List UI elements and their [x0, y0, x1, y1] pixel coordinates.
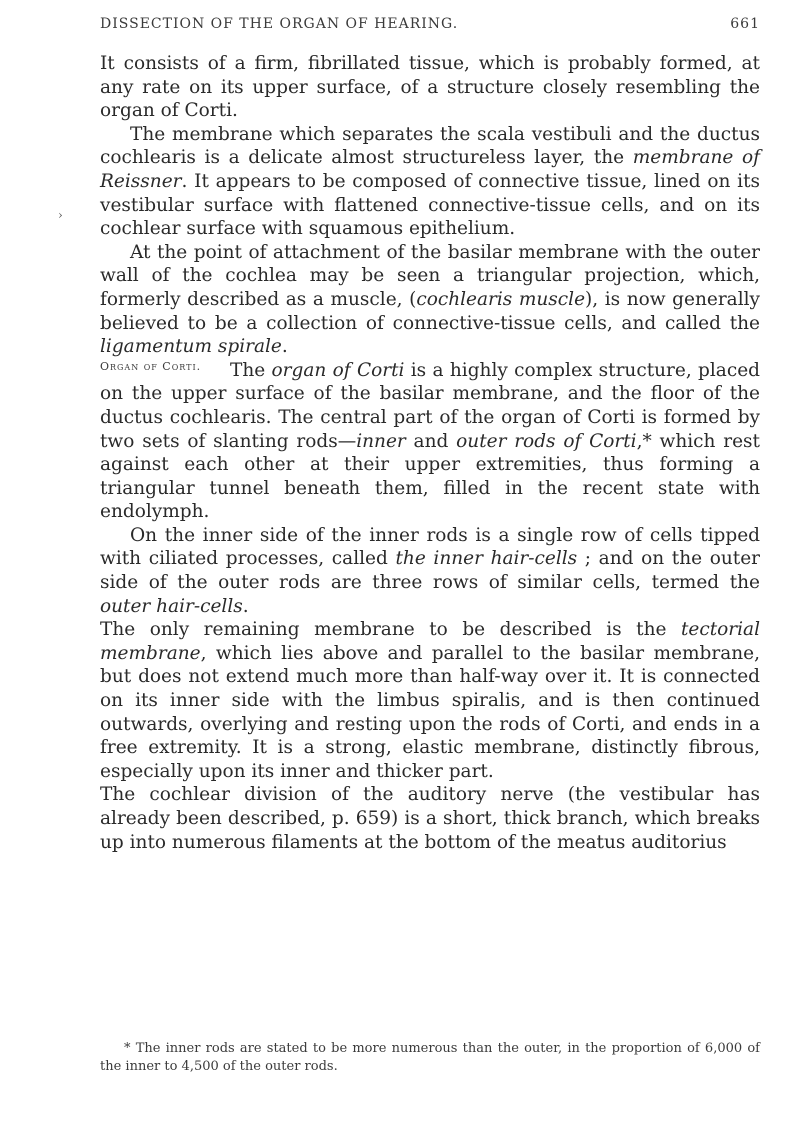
paragraph-1: It consists of a firm, fibrillated tissue, which is probably formed, at any rate on its upper surface, of a structure closely resembling the organ of Corti. [100, 53, 760, 122]
term-outer-hair-cells: outer hair-cells [100, 595, 243, 617]
term-inner: inner [356, 430, 406, 452]
term-organ-of-corti: organ of Corti [271, 359, 405, 381]
footnote [100, 1040, 760, 1076]
term-cochlearis-muscle: cochlearis muscle [416, 288, 586, 310]
running-title: DISSECTION OF THE ORGAN OF HEARING. [100, 16, 459, 32]
paragraph-3: At the point of attachment of the basilar membrane with the outer wall of the cochlea may be seen a triangular projection, which, formerly described as a muscle, (cochlearis muscle), is now generally believed to be a collection of connective-tissue cells, and called the ligamentum spirale. [100, 241, 760, 358]
term-ligamentum-spirale: ligamentum spirale [100, 336, 282, 358]
term-outer-rods-of-corti: outer rods of Corti [456, 430, 637, 452]
margin-mark: › [58, 208, 63, 222]
page-number: 661 [730, 16, 760, 32]
paragraph-4: Organ of Corti. The organ of Corti is a highly complex structure, placed on the upper surface of the basilar membrane, and the floor of the ductus cochlearis. The central part of the organ of Corti is formed by two sets of slanting rods—inner and outer rods of Corti,* which rest against each other at their upper extremities, thus forming a triangular tunnel beneath them, filled in the recent state with endolymph. [100, 359, 760, 523]
paragraph-5: On the inner side of the inner rods is a single row of cells tipped with ciliated processes, called the inner hair-cells ; and on the outer side of the outer rods are three rows of similar cells, termed the outer hair-cells. [100, 524, 760, 617]
side-note-organ-of-corti: Organ of Corti. [100, 359, 202, 373]
paragraph-6: The only remaining membrane to be described is the tectorial membrane, which lies above and parallel to the basilar membrane, but does not extend much more than half-way over it. It is connected on its inner side with the limbus spiralis, and is then continued outwards, overlying and resting upon the rods of Corti, and ends in a free extremity. It is a strong, elastic membrane, distinctly fibrous, especially upon its inner and thicker part. [100, 619, 760, 782]
body-text [100, 52, 760, 854]
term-membrane-of-reissner: membrane of Reissner [100, 147, 760, 192]
running-header [100, 8, 760, 38]
footnote-text: * The inner rods are stated to be more numerous than the outer, in the proportion of 6,000 of the inner to 4,500 of the outer rods. [100, 1041, 760, 1074]
term-tectorial-membrane: tectorial membrane [100, 619, 760, 664]
paragraph-2: The membrane which separates the scala vestibuli and the ductus cochlearis is a delicate almost structureless layer, the membrane of Reissner. It appears to be composed of connective tissue, lined on its vestibular surface with flattened connective-tissue cells, and on its cochlear surface with squamous epithelium. [100, 123, 760, 240]
paragraph-7: The cochlear division of the auditory nerve (the vestibular has already been described, p. 659) is a short, thick branch, which breaks up into numerous filaments at the bottom of the meatus auditorius [100, 784, 760, 853]
term-inner-hair-cells: the inner hair-cells [395, 548, 578, 570]
